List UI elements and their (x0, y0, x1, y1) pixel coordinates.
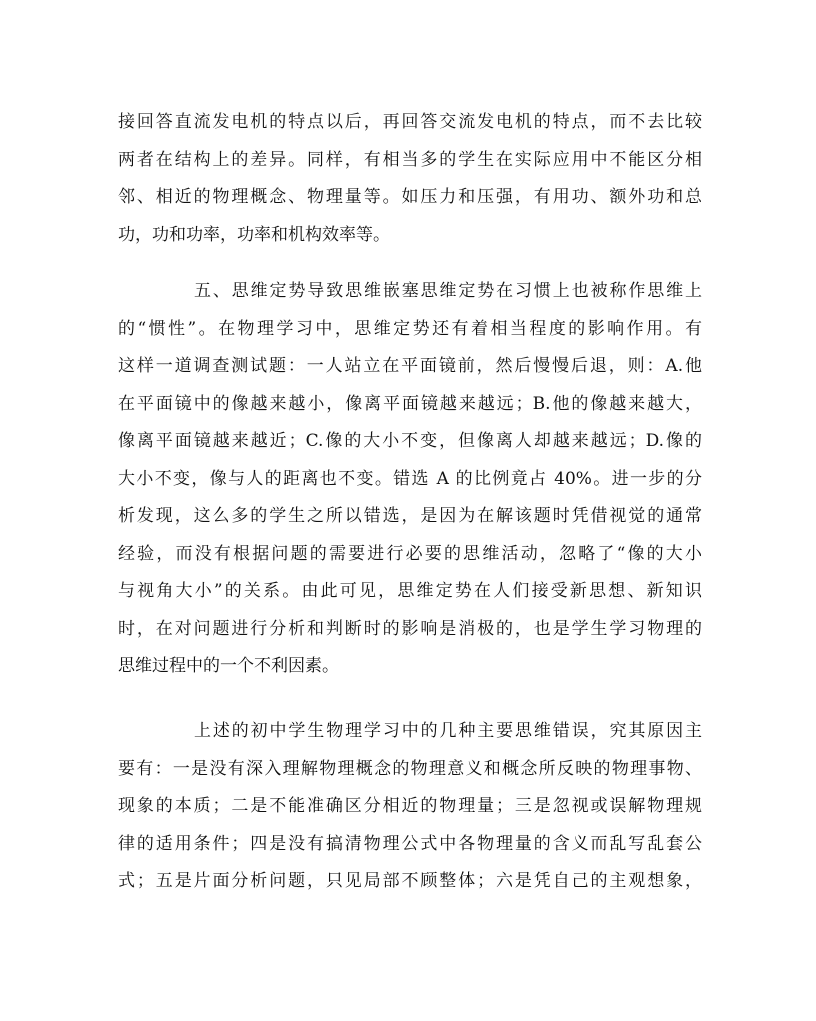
text-line: 式；五是片面分析问题，只见局部不顾整体；六是凭自己的主观想象， (118, 871, 702, 891)
text-line: 经验，而没有根据问题的需要进行必要的思维活动，忽略了“像的大小 (118, 543, 702, 564)
text-line: 接回答直流发电机的特点以后，再回答交流发电机的特点，而不去比较 (118, 112, 702, 132)
text-line: 大小不变，像与人的距离也不变。错选 A 的比例竟占 40%。进一步的分 (118, 468, 702, 489)
text-line: 在平面镜中的像越来越小，像离平面镜越来越远；B.他的像越来越大， (118, 393, 702, 414)
text-line: 与视角大小”的关系。由此可见，思维定势在人们接受新思想、新知识 (118, 581, 702, 601)
text-line: 像离平面镜越来越近；C.像的大小不变，但像离人却越来越远；D.像的 (118, 431, 702, 451)
text-line: 功，功和功率，功率和机构效率等。 (118, 224, 390, 245)
text-line: 邻、相近的物理概念、物理量等。如压力和压强，有用功、额外功和总 (118, 187, 702, 207)
text-line: 现象的本质；二是不能准确区分相近的物理量；三是忽视或误解物理规 (118, 796, 702, 816)
text-line: 析发现，这么多的学生之所以错选，是因为在解该题时凭借视觉的通常 (118, 506, 702, 526)
text-line: 要有：一是没有深入理解物理概念的物理意义和概念所反映的物理事物、 (118, 758, 702, 779)
text-line: 思维过程中的一个不利因素。 (118, 656, 339, 676)
paragraph-continued (118, 104, 702, 254)
text-line: 的“惯性”。在物理学习中，思维定势还有着相当程度的影响作用。有 (118, 318, 702, 339)
paragraph-summary (118, 713, 702, 901)
text-line: 律的适用条件；四是没有搞清物理公式中各物理量的含义而乱写乱套公 (118, 833, 702, 854)
text-line: 上述的初中学生物理学习中的几种主要思维错误，究其原因主 (194, 721, 702, 741)
text-line: 五、思维定势导致思维嵌塞思维定势在习惯上也被称作思维上 (194, 281, 702, 301)
paragraph-thinking-set (118, 273, 702, 686)
text-line: 两者在结构上的差异。同样，有相当多的学生在实际应用中不能区分相 (118, 149, 702, 170)
text-line: 时，在对问题进行分析和判断时的影响是消极的，也是学生学习物理的 (118, 618, 702, 639)
text-line: 这样一道调查测试题：一人站立在平面镜前，然后慢慢后退，则：A.他 (118, 356, 702, 376)
